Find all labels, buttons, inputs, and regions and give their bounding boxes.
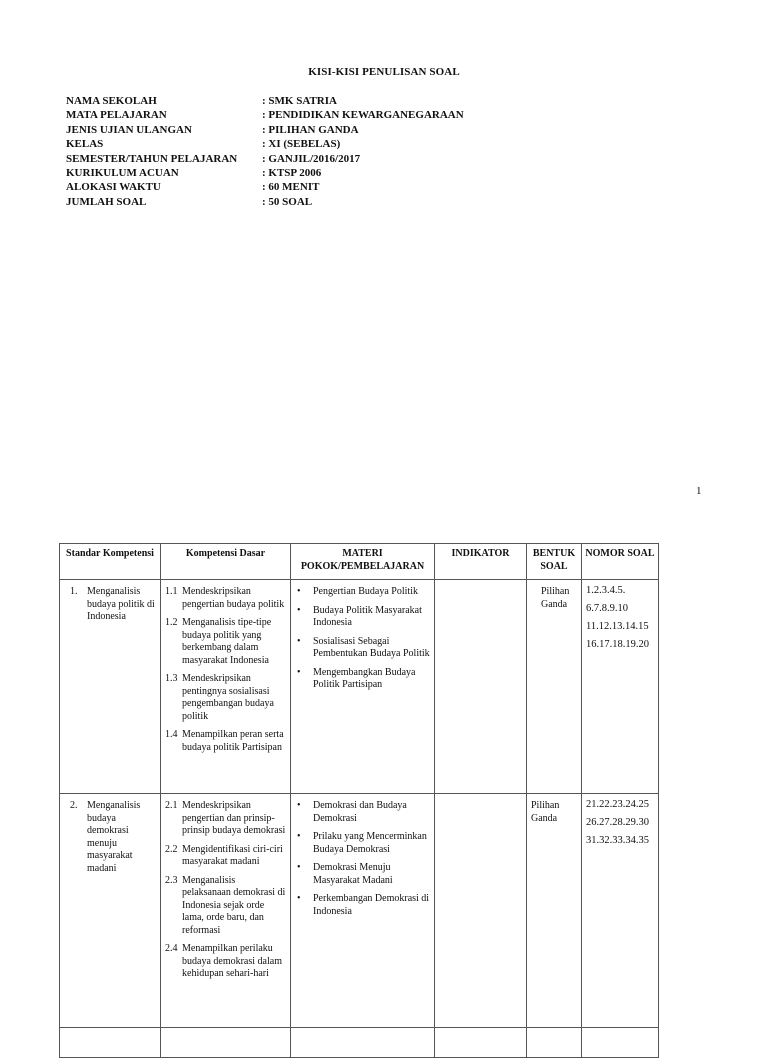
materi-text: Demokrasi Menuju Masyarakat Madani (313, 862, 393, 886)
kd-text: Mengidentifikasi ciri-ciri masyarakat madani (182, 843, 283, 867)
kd-text: Menganalisis pelaksanaan demokrasi di Indonesia sejak orde lama, orde baru, dan reformasi (182, 874, 286, 936)
info-value: : KTSP 2006 (262, 166, 322, 179)
kd-item (165, 617, 286, 667)
info-row-exam-type (66, 123, 464, 137)
kd-item (165, 943, 286, 981)
list-item (295, 636, 430, 661)
kd-text: Mendeskripsikan pengertian dan prinsip-prinsip budaya demokrasi (182, 800, 286, 836)
cell-empty (291, 1028, 435, 1058)
info-value: : 50 SOAL (262, 195, 313, 208)
cell-materi (291, 580, 435, 794)
header-standar-kompetensi: Standar Kompetensi (60, 544, 161, 580)
kd-item (165, 800, 286, 838)
info-row-class (66, 137, 464, 151)
info-value: : PILIHAN GANDA (262, 123, 359, 136)
bullet-icon: • (297, 635, 301, 647)
info-row-subject (66, 108, 464, 122)
info-value: : GANJIL/2016/2017 (262, 152, 361, 165)
cell-indikator (435, 794, 527, 1028)
kd-item (165, 844, 286, 869)
kisi-kisi-table (59, 543, 659, 1058)
cell-empty (582, 1028, 659, 1058)
bullet-icon: • (297, 862, 301, 873)
sk-text: Menganalisis budaya politik di Indonesia (87, 586, 155, 622)
cell-materi (291, 794, 435, 1028)
bullet-icon: • (297, 893, 301, 904)
bullet-icon: • (297, 666, 301, 678)
kd-number: 2.2 (165, 843, 178, 855)
info-row-school (66, 94, 464, 108)
info-key: ALOKASI WAKTU (66, 181, 161, 194)
info-row-time (66, 180, 464, 194)
info-key: JENIS UJIAN ULANGAN (66, 123, 192, 136)
cell-bentuk-soal (527, 794, 582, 1028)
bullet-icon: • (297, 800, 301, 811)
info-value: : XI (SEBELAS) (262, 138, 341, 151)
info-value: : SMK SATRIA (262, 95, 337, 107)
cell-empty (60, 1028, 161, 1058)
bentuk-text: Pilihan Ganda (541, 586, 570, 610)
kd-number: 2.4 (165, 943, 178, 954)
info-key: SEMESTER/TAHUN PELAJARAN (66, 152, 238, 165)
info-key: NAMA SEKOLAH (66, 95, 157, 107)
info-key: MATA PELAJARAN (66, 109, 167, 122)
kd-number: 2.1 (165, 800, 178, 811)
nomor-line: 11.12.13.14.15 (586, 621, 649, 632)
kd-number: 1.1 (165, 586, 178, 597)
materi-text: Budaya Politik Masyarakat Indonesia (313, 604, 422, 628)
kd-text: Menganalisis tipe-tipe budaya politik yang berkembang dalam masyarakat Indonesia (182, 617, 272, 666)
cell-empty (527, 1028, 582, 1058)
sk-number: 2. (70, 800, 78, 811)
list-item (295, 893, 430, 918)
list-item (295, 667, 430, 692)
kd-text: Mendeskripsikan pengertian budaya politik (182, 586, 285, 610)
bullet-icon: • (297, 604, 301, 616)
page-number: 1 (696, 485, 702, 497)
materi-text: Pengertian Budaya Politik (313, 586, 418, 597)
cell-empty (161, 1028, 291, 1058)
header-bentuk-soal: BENTUK SOAL (527, 544, 582, 580)
list-item (295, 605, 430, 630)
header-kompetensi-dasar: Kompetensi Dasar (161, 544, 291, 580)
header-nomor-soal: NOMOR SOAL (582, 544, 659, 580)
nomor-line: 26.27.28.29.30 (586, 817, 649, 828)
cell-standar-kompetensi (60, 580, 161, 794)
bullet-icon: • (297, 586, 301, 597)
materi-text: Prilaku yang Mencerminkan Budaya Demokrasi (313, 831, 427, 855)
cell-kompetensi-dasar (161, 580, 291, 794)
sk-text: Menganalisis budaya demokrasi menuju masyarakat madani (87, 800, 141, 874)
info-key: JUMLAH SOAL (66, 195, 147, 208)
info-value: : PENDIDIKAN KEWARGANEGARAAN (262, 109, 464, 122)
list-item (295, 831, 430, 856)
nomor-line: 1.2.3.4.5. (586, 585, 626, 596)
kd-text: Menampilkan perilaku budaya demokrasi dalam kehidupan sehari-hari (182, 943, 282, 979)
materi-text: Mengembangkan Budaya Politik Partisipan (313, 666, 416, 690)
cell-standar-kompetensi (60, 794, 161, 1028)
nomor-line: 21.22.23.24.25 (586, 799, 649, 810)
table-row (60, 580, 659, 794)
table-row (60, 1028, 659, 1058)
kd-item (165, 586, 286, 611)
cell-bentuk-soal (527, 580, 582, 794)
info-value: : 60 MENIT (262, 181, 320, 194)
info-row-question-count (66, 195, 464, 209)
materi-text: Sosialisasi Sebagai Pembentukan Budaya Politik (313, 635, 430, 659)
bullet-icon: • (297, 831, 301, 842)
table-row (60, 794, 659, 1028)
kd-text: Mendeskripsikan pentingnya sosialisasi pengembangan budaya politik (182, 673, 274, 722)
sk-number: 1. (70, 586, 78, 597)
header-info (66, 94, 464, 209)
nomor-line: 6.7.8.9.10 (586, 603, 628, 614)
header-materi: MATERI POKOK/PEMBELAJARAN (291, 544, 435, 580)
info-key: KURIKULUM ACUAN (66, 166, 179, 179)
cell-indikator (435, 580, 527, 794)
kd-number: 1.4 (165, 729, 178, 740)
kd-number: 1.2 (165, 617, 178, 628)
kd-item (165, 729, 286, 754)
list-item (295, 862, 430, 887)
nomor-line: 16.17.18.19.20 (586, 639, 649, 650)
kd-text: Menampilkan peran serta budaya politik Partisipan (182, 729, 284, 753)
cell-nomor-soal (582, 794, 659, 1028)
document-title: KISI-KISI PENULISAN SOAL (308, 66, 460, 78)
info-row-semester (66, 152, 464, 166)
list-item (295, 586, 430, 599)
list-item (295, 800, 430, 825)
cell-kompetensi-dasar (161, 794, 291, 1028)
nomor-line: 31.32.33.34.35 (586, 835, 649, 846)
info-row-curriculum (66, 166, 464, 180)
materi-text: Perkembangan Demokrasi di Indonesia (313, 893, 430, 917)
info-key: KELAS (66, 138, 104, 151)
kd-number: 2.3 (165, 874, 178, 886)
cell-nomor-soal (582, 580, 659, 794)
table-header-row (60, 544, 659, 580)
kd-item (165, 673, 286, 723)
kd-number: 1.3 (165, 673, 178, 684)
kd-item (165, 875, 286, 938)
header-indikator: INDIKATOR (435, 544, 527, 580)
materi-text: Demokrasi dan Budaya Demokrasi (313, 800, 407, 824)
cell-empty (435, 1028, 527, 1058)
bentuk-text: Pilihan Ganda (531, 800, 560, 824)
